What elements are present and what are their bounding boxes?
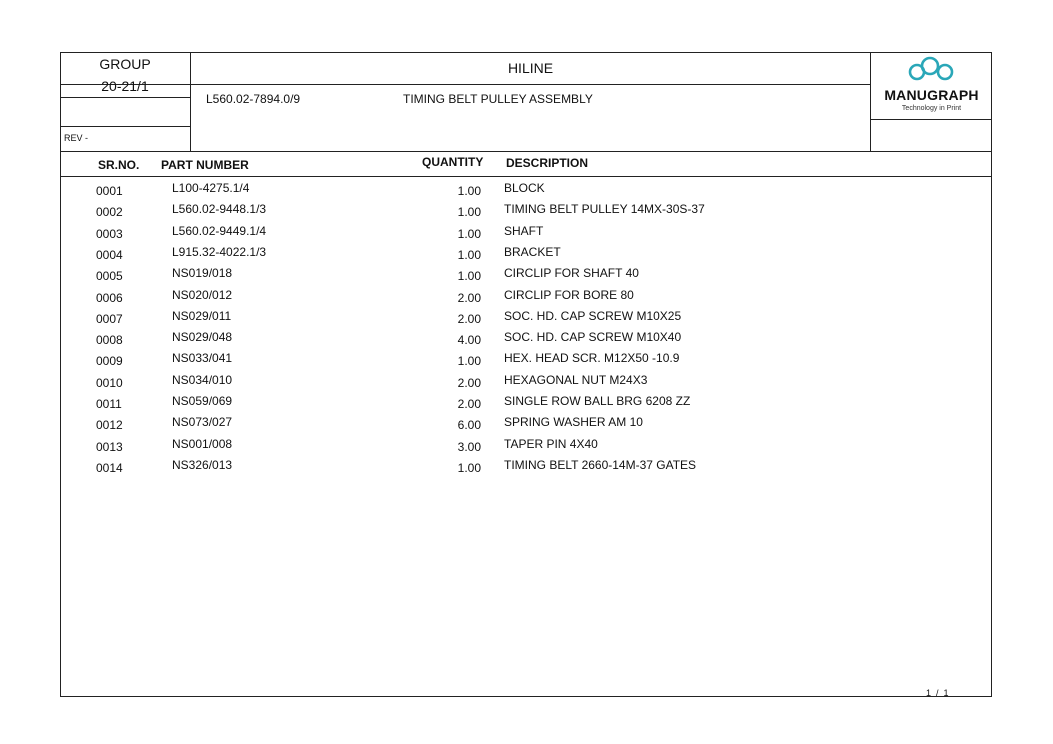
row-sr-no: 0007 xyxy=(96,311,123,326)
row-description: TIMING BELT PULLEY 14MX-30S-37 xyxy=(504,202,705,217)
divider xyxy=(60,97,191,98)
table-row xyxy=(0,351,1053,372)
row-sr-no: 0014 xyxy=(96,460,123,475)
row-quantity: 1.00 xyxy=(457,354,481,369)
row-part-number: NS033/041 xyxy=(172,351,233,366)
row-description: SOC. HD. CAP SCREW M10X25 xyxy=(504,308,682,323)
revision-label: REV - xyxy=(64,133,89,143)
row-quantity: 4.00 xyxy=(457,333,481,348)
row-quantity: 2.00 xyxy=(457,375,481,390)
row-sr-no: 0002 xyxy=(96,205,123,220)
row-quantity: 1.00 xyxy=(457,226,481,241)
table-row xyxy=(0,458,1053,479)
divider xyxy=(60,151,992,152)
row-part-number: NS029/011 xyxy=(172,308,232,323)
table-row xyxy=(0,373,1053,394)
assembly-number: L560.02-7894.0/9 xyxy=(206,92,301,106)
row-sr-no: 0006 xyxy=(96,290,123,305)
table-row xyxy=(0,266,1053,287)
company-logo xyxy=(871,53,992,119)
row-description: SOC. HD. CAP SCREW M10X40 xyxy=(504,330,682,345)
row-part-number: NS001/008 xyxy=(172,436,233,451)
row-quantity: 1.00 xyxy=(457,247,481,262)
row-part-number: L100-4275.1/4 xyxy=(172,181,250,195)
row-part-number: NS019/018 xyxy=(172,266,233,281)
table-row xyxy=(0,181,1053,202)
table-row xyxy=(0,415,1053,436)
row-quantity: 6.00 xyxy=(457,418,481,433)
row-part-number: NS073/027 xyxy=(172,415,233,430)
row-description: HEX. HEAD SCR. M12X50 -10.9 xyxy=(504,351,680,366)
logo-tagline: Technology in Print xyxy=(901,105,962,112)
row-sr-no: 0013 xyxy=(96,439,123,454)
row-quantity: 1.00 xyxy=(457,460,481,475)
row-description: CIRCLIP FOR SHAFT 40 xyxy=(504,266,639,281)
row-quantity: 1.00 xyxy=(457,269,481,284)
row-description: SHAFT xyxy=(504,223,544,238)
row-part-number: NS020/012 xyxy=(172,287,233,302)
table-row xyxy=(0,437,1053,458)
divider xyxy=(60,176,992,177)
row-quantity: 1.00 xyxy=(457,205,481,220)
row-quantity: 2.00 xyxy=(457,311,481,326)
table-row xyxy=(0,245,1053,266)
row-quantity: 3.00 xyxy=(457,439,481,454)
row-part-number: NS034/010 xyxy=(172,372,233,387)
group-label: GROUP xyxy=(99,56,151,72)
row-description: HEXAGONAL NUT M24X3 xyxy=(504,372,648,387)
row-part-number: NS029/048 xyxy=(172,330,233,345)
row-part-number: NS059/069 xyxy=(172,394,233,408)
page-title: HILINE xyxy=(507,60,554,76)
logo-wordmark: MANUGRAPH xyxy=(884,87,979,103)
row-quantity: 1.00 xyxy=(457,184,481,198)
row-sr-no: 0005 xyxy=(96,269,123,284)
row-sr-no: 0003 xyxy=(96,226,123,241)
row-sr-no: 0012 xyxy=(96,418,123,433)
row-sr-no: 0009 xyxy=(96,354,123,369)
row-sr-no: 0008 xyxy=(96,333,123,348)
divider xyxy=(60,126,191,127)
column-header-sr-no: SR.NO. xyxy=(98,158,140,172)
row-sr-no: 0011 xyxy=(96,397,122,411)
table-row xyxy=(0,288,1053,309)
row-description: SINGLE ROW BALL BRG 6208 ZZ xyxy=(504,394,691,408)
table-row xyxy=(0,309,1053,330)
column-header-description: DESCRIPTION xyxy=(506,156,589,170)
divider xyxy=(871,119,992,120)
assembly-description: TIMING BELT PULLEY ASSEMBLY xyxy=(403,92,593,106)
row-sr-no: 0001 xyxy=(96,184,123,198)
group-value: 20-21/1 xyxy=(101,78,149,94)
row-description: BLOCK xyxy=(504,181,545,195)
row-description: TAPER PIN 4X40 xyxy=(504,436,598,451)
row-part-number: L915.32-4022.1/3 xyxy=(172,244,267,259)
row-part-number: L560.02-9449.1/4 xyxy=(172,223,267,238)
row-description: BRACKET xyxy=(504,244,561,259)
row-description: TIMING BELT 2660-14M-37 GATES xyxy=(504,457,697,472)
table-row xyxy=(0,330,1053,351)
table-row xyxy=(0,202,1053,223)
row-quantity: 2.00 xyxy=(457,397,481,411)
row-sr-no: 0010 xyxy=(96,375,123,390)
page-number: 1 / 1 xyxy=(926,688,949,698)
row-part-number: NS326/013 xyxy=(172,457,233,472)
row-part-number: L560.02-9448.1/3 xyxy=(172,202,267,217)
row-description: SPRING WASHER AM 10 xyxy=(504,415,643,430)
row-description: CIRCLIP FOR BORE 80 xyxy=(504,287,634,302)
table-row xyxy=(0,394,1053,415)
table-row xyxy=(0,224,1053,245)
column-header-part-number: PART NUMBER xyxy=(161,158,249,172)
row-quantity: 2.00 xyxy=(457,290,481,305)
column-header-quantity: QUANTITY xyxy=(422,155,484,169)
row-sr-no: 0004 xyxy=(96,247,123,262)
